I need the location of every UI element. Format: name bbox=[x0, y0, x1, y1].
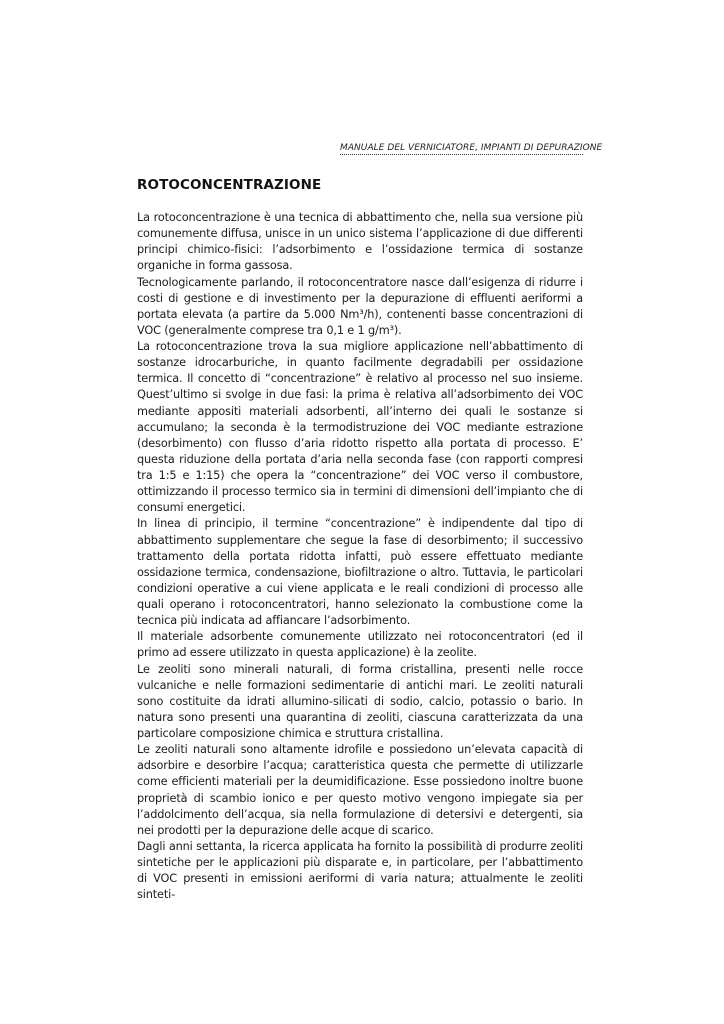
body-text bbox=[137, 210, 583, 903]
paragraph: Il materiale adsorbente comunemente utilizzato nei rotoconcentratori (ed il primo ad essere utilizzato in questa applicazione) è la zeolite. bbox=[137, 630, 583, 660]
paragraph: Tecnologicamente parlando, il rotoconcentratore nasce dall’esigenza di ridurre i costi di gestione e di investimento per la depurazione di effluenti aeriformi a portata elevata (a partire da 5.000 Nm³/h), contenenti basse concentrazioni di VOC (generalmente comprese tra 0,1 e 1 g/m³). bbox=[137, 275, 583, 337]
paragraph: Dagli anni settanta, la ricerca applicata ha fornito la possibilità di produrre zeoliti sintetiche per le applicazioni più disparate e, in particolare, per l’abbattimento di VOC presenti in emissioni aeriformi di varia natura; attualmente le zeoliti sinteti- bbox=[137, 839, 583, 902]
paragraph: Le zeoliti sono minerali naturali, di forma cristallina, presenti nelle rocce vulcaniche e nelle formazioni sedimentarie di antichi mari. Le zeoliti naturali sono costituite da idrati allumino-silicati di sodio, calcio, potassio o bario. In natura sono presenti una quarantina di zeoliti, ciascuna caratterizzata da una particolare composizione chimica e struttura cristallina. bbox=[137, 662, 583, 740]
paragraph: La rotoconcentrazione trova la sua migliore applicazione nell’abbattimento di sostanze idrocarburiche, in quanto facilmente degradabili per ossidazione termica. Il concetto di “concentrazione” è relativo al processo nel suo insieme. Quest’ultimo si svolge in due fasi: la prima è relativa all’adsorbimento dei VOC mediante appositi materiali adsorbenti, all’interno dei quali le sostanze si accumulano; la seconda è la termodistruzione dei VOC mediante estrazione (desorbimento) con flusso d’aria ridotto rispetto alla portata di processo. E’ questa riduzione della portata d’aria nella seconda fase (con rapporti compresi tra 1:5 e 1:15) che opera la “concentrazione” dei VOC verso il combustore, ottimizzando il processo termico sia in termini di dimensioni dell’impianto che di consumi energetici. bbox=[137, 340, 583, 515]
paragraph: La rotoconcentrazione è una tecnica di abbattimento che, nella sua versione più comunemente diffusa, unisce in un unico sistema l’applicazione di due differenti principi chimico-fisici: l’adsorbimento e l’ossidazione termica di sostanze organiche in forma gassosa. bbox=[137, 211, 583, 273]
running-header: MANUALE DEL VERNICIATORE, IMPIANTI DI DEPURAZIONE bbox=[340, 143, 603, 153]
section-title: ROTOCONCENTRAZIONE bbox=[137, 177, 322, 193]
paragraph: Le zeoliti naturali sono altamente idrofile e possiedono un’elevata capacità di adsorbire e desorbire l’acqua; caratteristica questa che permette di utilizzarle come efficienti materiali per la deumidificazione. Esse possiedono inoltre buone proprietà di scambio ionico e per questo motivo vengono impiegate sia per l’addolcimento dell’acqua, sia nella formulazione di detersivi e detergenti, sia nei prodotti per la depurazione delle acque di scarico. bbox=[137, 743, 583, 837]
paragraph: In linea di principio, il termine “concentrazione” è indipendente dal tipo di abbattimento supplementare che segue la fase di desorbimento; il successivo trattamento della portata ridotta infatti, può essere effettuato mediante ossidazione termica, condensazione, biofiltrazione o altro. Tuttavia, le particolari condizioni operative a cui viene applicata e le reali condizioni di processo alle quali operano i rotoconcentratori, hanno selezionato la combustione come la tecnica più indicata ad affiancare l’adsorbimento. bbox=[137, 517, 583, 628]
